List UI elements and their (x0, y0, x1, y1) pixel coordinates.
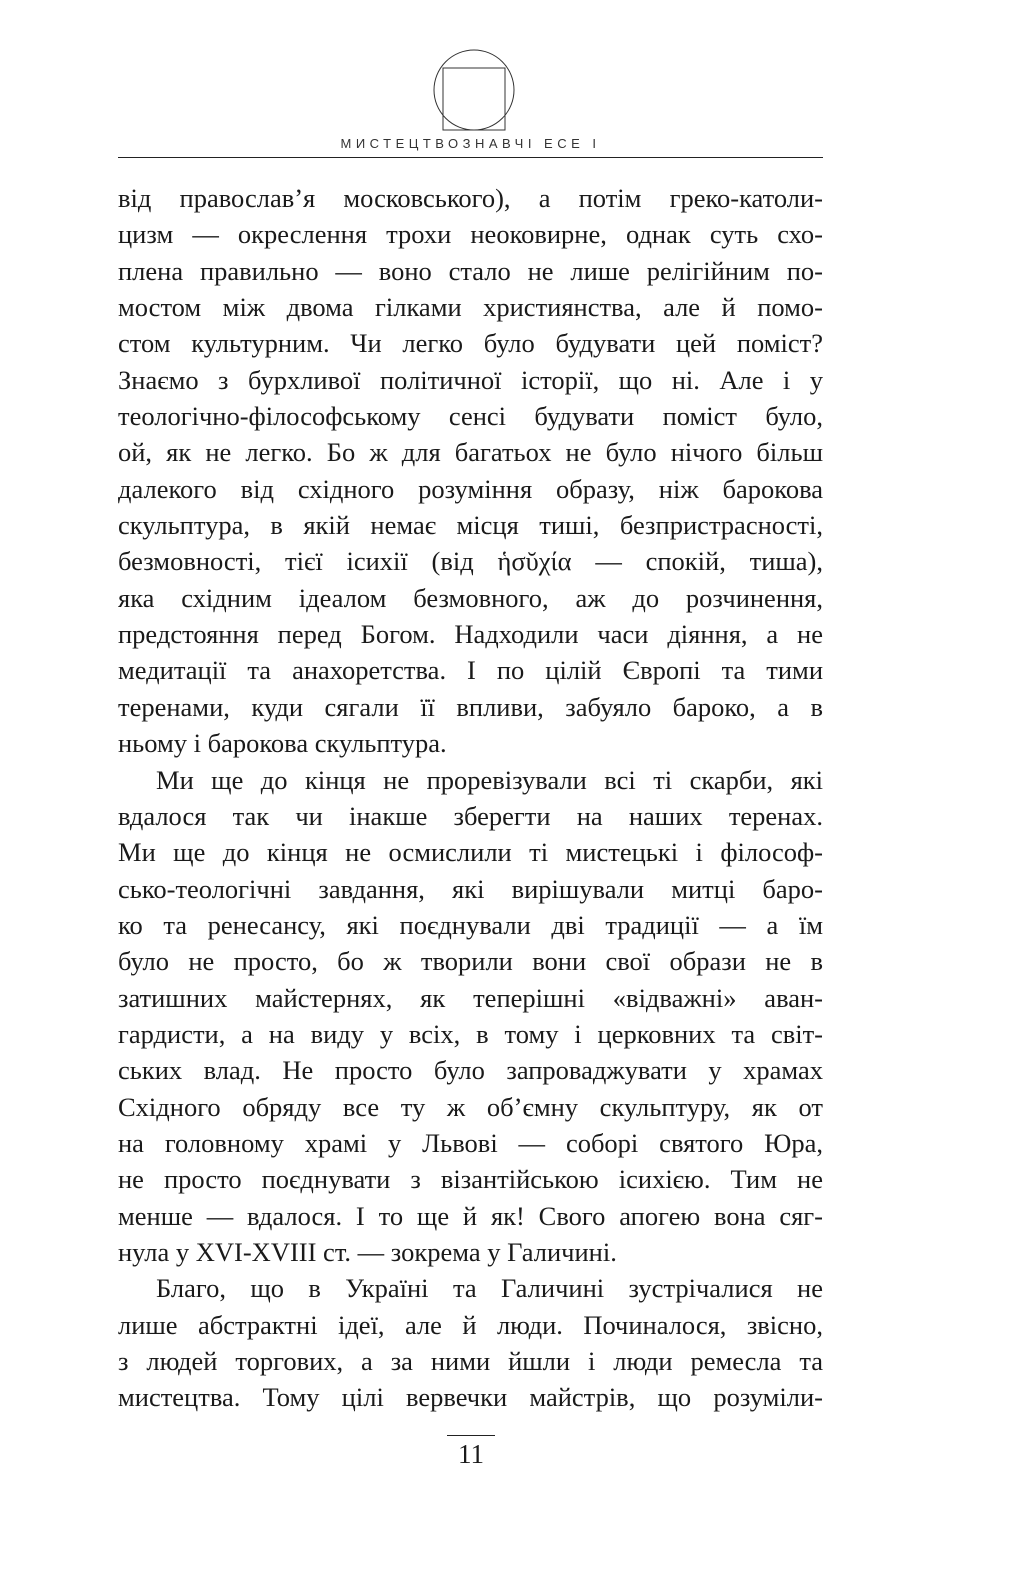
text-line: теренами, куди сягали її впливи, забуяло бароко, а в (118, 691, 823, 722)
text-line: безмовності, тієї ісихії (від ἡσῠχία — спокій, тиша), (118, 546, 823, 577)
text-line: далекого від східного розуміння образу, ніж барокова (118, 473, 823, 504)
text-line: Ми ще до кінця не осмислили ті мистецькі і філософ- (118, 837, 823, 868)
text-line: мистецтва. Тому цілі вервечки майстрів, що розуміли- (118, 1382, 823, 1413)
text-line: стом культурним. Чи легко було будувати цей поміст? (118, 328, 823, 359)
text-line: не просто поєднувати з візантійською ісихією. Тим не (118, 1164, 823, 1195)
text-line: Благо, що в Україні та Галичині зустрічалися не (156, 1273, 823, 1304)
page-number: 11 (458, 1439, 484, 1469)
header-divider (118, 157, 823, 158)
body-text (118, 180, 823, 1416)
text-line: вдалося так чи інакше зберегти на наших теренах. (118, 800, 823, 831)
text-line: предстояння перед Богом. Надходили часи діяння, а не (118, 619, 823, 650)
text-line: мостом між двома гілками християнства, але й помо- (118, 292, 823, 323)
text-line: плена правильно — воно стало не лише релігійним по- (118, 255, 823, 286)
text-line: гардисти, а на виду у всіх, в тому і церковних та світ- (118, 1018, 823, 1049)
text-line: теологічно-філософському сенсі будувати поміст було, (118, 401, 823, 432)
text-line: менше — вдалося. І то ще й як! Свого апогею вона сяг- (118, 1200, 823, 1231)
text-line: ой, як не легко. Бо ж для багатьох не було нічого більш (118, 437, 823, 468)
text-line: на головному храмі у Львові — соборі святого Юра, (118, 1127, 823, 1158)
text-line: цизм — окреслення трохи неоковирне, однак суть схо- (118, 219, 823, 250)
text-line: з людей торгових, а за ними йшли і люди ремесла та (118, 1346, 823, 1376)
text-line: яка східним ідеалом безмовного, аж до розчинення, (118, 582, 823, 613)
text-line: скульптура, в якій немає місця тиші, безпристрасності, (118, 510, 823, 541)
text-line: нула у XVI-XVIII ст. — зокрема у Галичині. (118, 1236, 617, 1267)
text-line: ських влад. Не просто було запроваджувати у храмах (118, 1055, 823, 1086)
text-line: Східного обряду все ту ж об’ємну скульптуру, як от (118, 1091, 823, 1122)
text-line: медитації та анахоретства. І по цілій Європі та тими (118, 655, 823, 686)
text-line: лише абстрактні ідеї, але й люди. Починалося, звісно, (118, 1309, 823, 1340)
circle-square-emblem-icon (432, 48, 516, 132)
running-head: МИСТЕЦТВОЗНАВЧІ ЕСЕ І (340, 136, 601, 151)
text-line: ньому і барокова скульптура. (118, 728, 447, 759)
text-line: Ми ще до кінця не проревізували всі ті скарби, які (156, 764, 823, 795)
text-line: Знаємо з бурхливої політичної історії, що ні. Але і у (118, 364, 823, 395)
text-line: від православ’я московського), а потім греко-католи- (118, 183, 823, 213)
text-line: ко та ренесансу, які поєднували дві традиції — а їм (118, 909, 823, 940)
text-line: сько-теологічні завдання, які вирішували митці баро- (118, 873, 823, 904)
text-line: було не просто, бо ж творили вони свої образи не в (118, 946, 823, 977)
text-line: затишних майстернях, як теперішні «відважні» аван- (118, 982, 823, 1013)
